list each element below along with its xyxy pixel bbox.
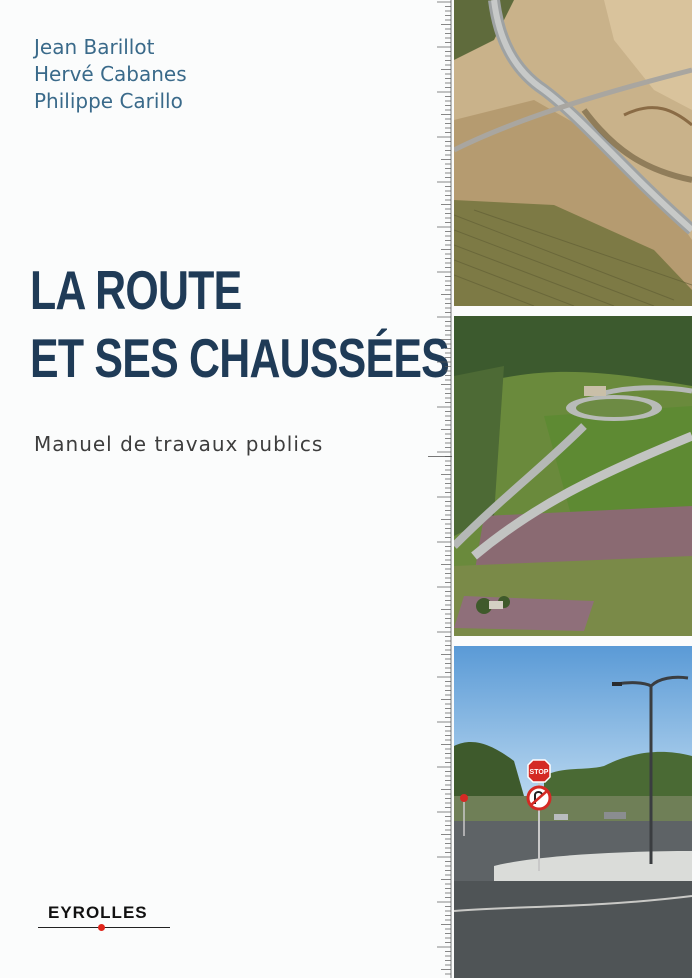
author-name: Jean Barillot (34, 35, 155, 59)
aerial-roundabout-photo (454, 316, 692, 636)
logo-red-dot-icon (98, 924, 105, 931)
publisher-logo (48, 903, 148, 923)
roundabout-stop-sign-photo (454, 646, 692, 978)
author-name: Philippe Carillo (34, 89, 183, 113)
book-title (30, 256, 449, 392)
ruler-scale (433, 0, 453, 978)
book-subtitle: Manuel de travaux publics (34, 432, 324, 456)
book-title-line: ET SES CHAUSSÉES (30, 327, 450, 389)
book-title-line: LA ROUTE (30, 259, 242, 321)
author-list (34, 34, 187, 115)
aerial-road-fields-photo (454, 0, 692, 306)
publisher-name: EYROLLES (48, 903, 148, 922)
author-name: Hervé Cabanes (34, 62, 187, 86)
stop-sign-text: STOP (529, 769, 549, 776)
